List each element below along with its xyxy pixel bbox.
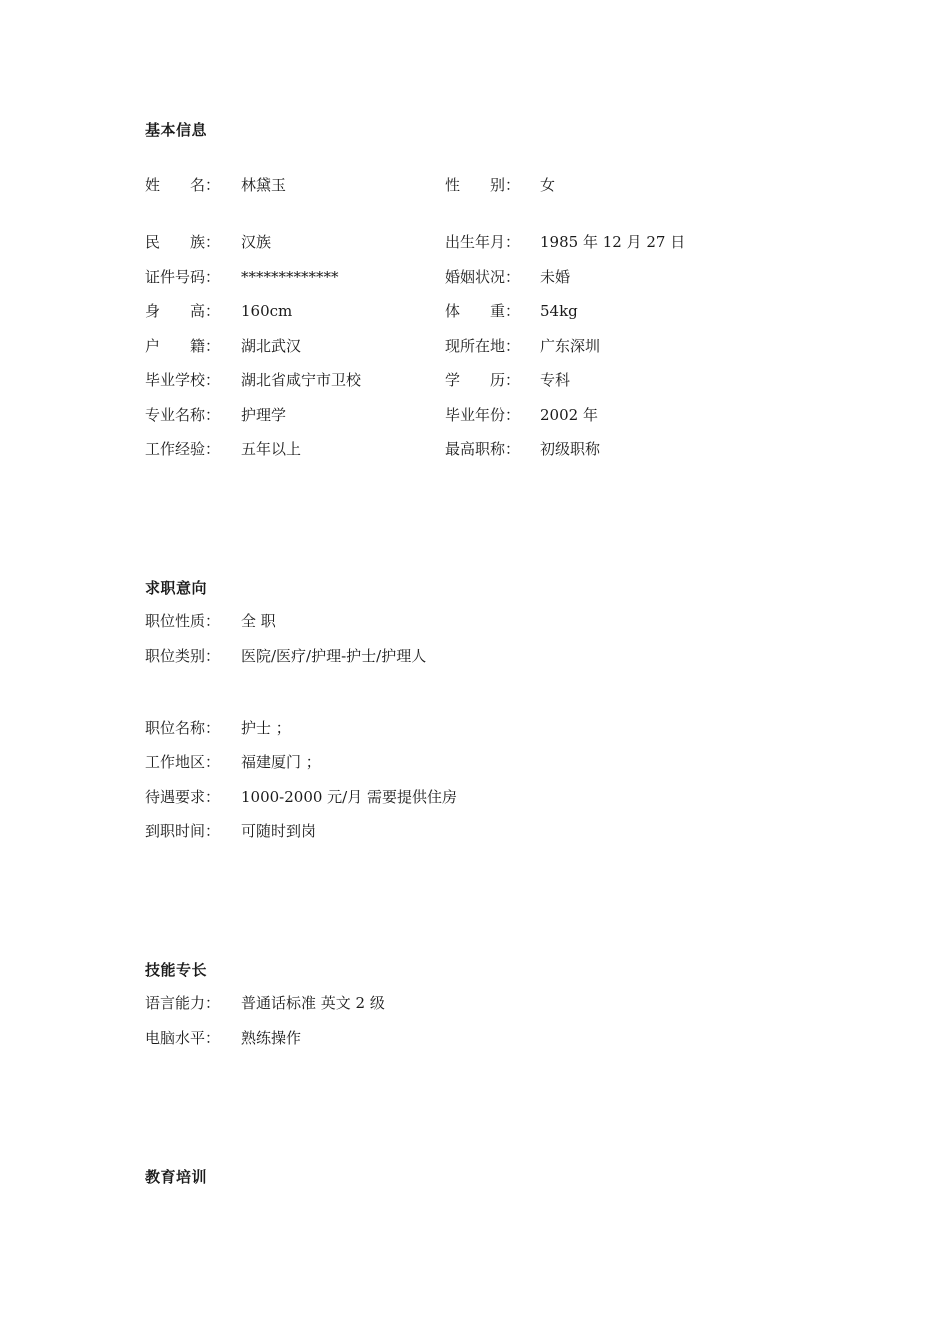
- field-value: 湖北武汉: [241, 337, 302, 355]
- field-label: 待遇要求：: [145, 788, 221, 806]
- field-label: 性 别：: [445, 176, 521, 194]
- field-label: 职位名称：: [145, 719, 221, 737]
- field-label: 现所在地：: [445, 337, 521, 355]
- section-title-education: 教育培训: [145, 1168, 208, 1186]
- section-title-skills: 技能专长: [145, 961, 208, 979]
- field-value: 未婚: [540, 268, 571, 286]
- field-value: 五年以上: [241, 440, 302, 458]
- field-label: 体 重：: [445, 302, 521, 320]
- field-value: *************: [241, 268, 339, 286]
- field-value: 54kg: [540, 302, 578, 320]
- field-value: 1985 年 12 月 27 日: [540, 233, 686, 251]
- field-label: 毕业年份：: [445, 406, 521, 424]
- field-value: 160cm: [241, 302, 293, 320]
- field-label: 最高职称：: [445, 440, 521, 458]
- field-value: 普通话标准 英文 2 级: [241, 994, 385, 1012]
- field-value: 全 职: [241, 612, 276, 630]
- field-label: 电脑水平：: [145, 1029, 221, 1047]
- field-value: 专科: [540, 371, 571, 389]
- field-label: 姓 名：: [145, 176, 221, 194]
- field-value: 医院/医疗/护理-护士/护理人: [241, 647, 427, 665]
- field-label: 工作地区：: [145, 753, 221, 771]
- field-label: 婚姻状况：: [445, 268, 521, 286]
- field-label: 专业名称：: [145, 406, 221, 424]
- field-label: 工作经验：: [145, 440, 221, 458]
- field-label: 户 籍：: [145, 337, 221, 355]
- field-value: 福建厦门 ；: [241, 753, 321, 771]
- section-title-job-intent: 求职意向: [145, 579, 208, 597]
- field-value: 熟练操作: [241, 1029, 302, 1047]
- field-value: 1000-2000 元/月 需要提供住房: [241, 788, 458, 806]
- field-value: 可随时到岗: [241, 822, 317, 840]
- field-label: 证件号码：: [145, 268, 221, 286]
- section-title-basic-info: 基本信息: [145, 121, 208, 139]
- field-value: 林黛玉: [241, 176, 287, 194]
- field-label: 语言能力：: [145, 994, 221, 1012]
- field-label: 到职时间：: [145, 822, 221, 840]
- field-label: 民 族：: [145, 233, 221, 251]
- field-value: 护士 ；: [241, 719, 291, 737]
- field-value: 汉族: [241, 233, 272, 251]
- field-value: 护理学: [241, 406, 287, 424]
- field-label: 职位性质：: [145, 612, 221, 630]
- field-label: 身 高：: [145, 302, 221, 320]
- field-label: 学 历：: [445, 371, 521, 389]
- field-label: 职位类别：: [145, 647, 221, 665]
- field-value: 湖北省咸宁市卫校: [241, 371, 362, 389]
- field-value: 广东深圳: [540, 337, 601, 355]
- field-value: 女: [540, 176, 556, 194]
- field-value: 2002 年: [540, 406, 598, 424]
- field-value: 初级职称: [540, 440, 601, 458]
- field-label: 出生年月：: [445, 233, 521, 251]
- field-label: 毕业学校：: [145, 371, 221, 389]
